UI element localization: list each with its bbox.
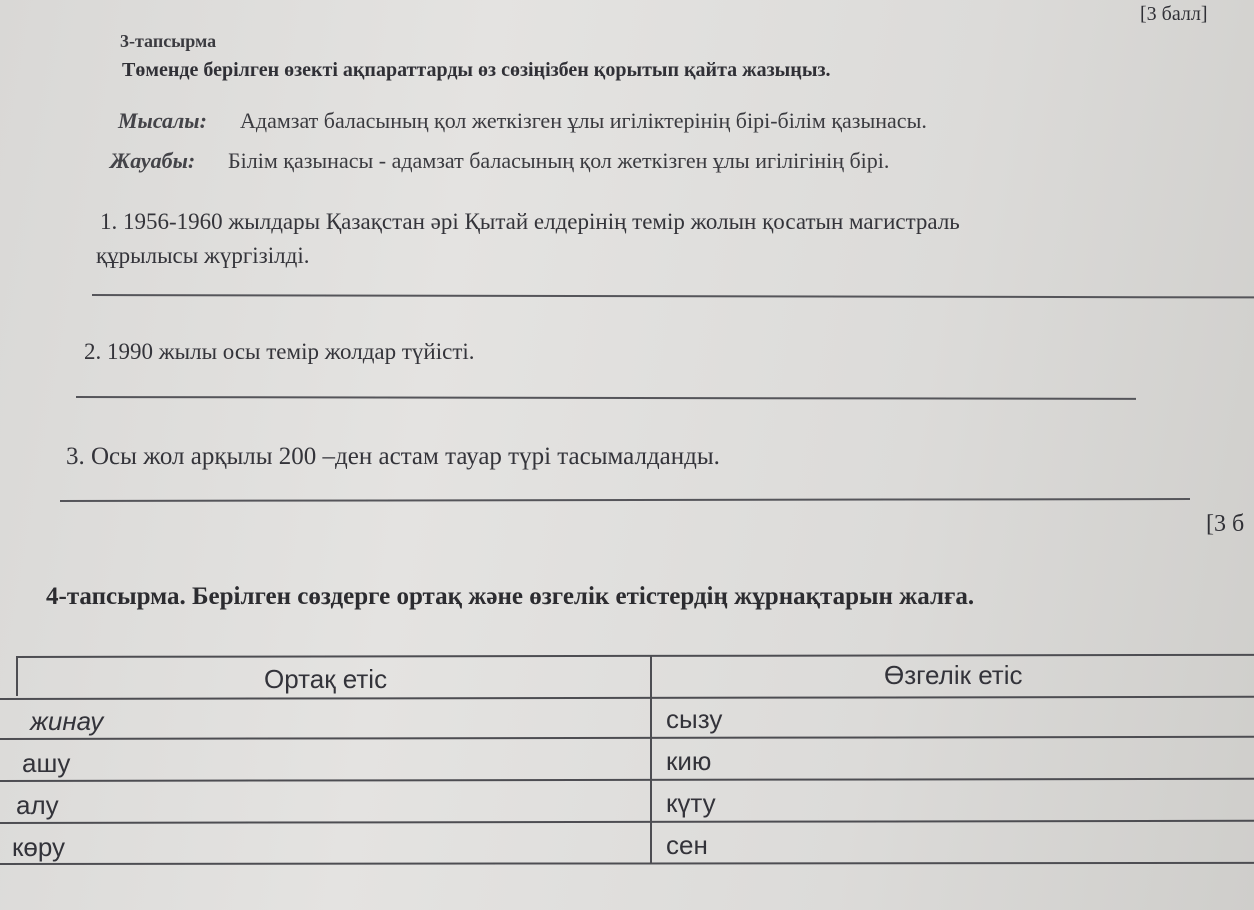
table-rule-1 (0, 696, 1254, 700)
table-rule-left (16, 656, 18, 696)
table-rule-4 (0, 820, 1254, 824)
cell-causative-4: сен (666, 830, 708, 860)
item-3: 3. Осы жол арқылы 200 –ден астам тауар түрі тасымалданды. (66, 443, 720, 470)
task3-instruction: Төменде берілген өзекті ақпараттарды өз сөзіңізбен қорытып қайта жазыңыз. (122, 59, 831, 81)
score-top: [3 балл] (1140, 3, 1208, 25)
task4-title: 4-тапсырма. Берілген сөздерге ортақ және өзгелік етістердің жұрнақтарын жалға. (46, 583, 975, 610)
answer-line-1[interactable] (92, 294, 1254, 298)
table-rule-bottom (0, 862, 1254, 865)
score-mid: [3 б (1206, 511, 1245, 537)
cell-causative-3: күту (666, 788, 716, 818)
cell-common-3: алу (16, 790, 59, 820)
answer-label: Жауабы: (110, 148, 196, 173)
table-rule-2 (0, 736, 1254, 740)
header-common-voice: Ортақ етіс (264, 664, 388, 694)
cell-common-2: ашу (22, 748, 71, 778)
cell-causative-2: кию (666, 746, 712, 776)
table-rule-middle (650, 656, 652, 864)
verb-table (0, 650, 1254, 866)
cell-common-4: көру (12, 832, 66, 862)
table-rule-top (16, 654, 1254, 658)
item-2: 2. 1990 жылы осы темір жолдар түйісті. (84, 339, 475, 364)
example-label: Мысалы: (118, 108, 207, 133)
header-causative-voice: Өзгелік етіс (884, 660, 1023, 690)
cell-common-1: жинау (30, 706, 104, 736)
answer-text: Білім қазынасы - адамзат баласының қол жеткізген ұлы игілігінің бірі. (228, 148, 890, 173)
answer-line-2[interactable] (76, 396, 1136, 400)
item-1-line-1: 1. 1956-1960 жылдары Қазақстан әрі Қытай елдерінің темір жолын қосатын магистраль (100, 209, 960, 234)
table-rule-3 (0, 778, 1254, 782)
cell-causative-1: сызу (666, 704, 723, 734)
answer-line-3[interactable] (60, 498, 1190, 502)
example-text: Адамзат баласының қол жеткізген ұлы игіліктерінің бірі-білім қазынасы. (240, 108, 927, 133)
item-1-line-2: құрылысы жүргізілді. (96, 243, 310, 268)
task3-title: 3-тапсырма (120, 31, 217, 51)
